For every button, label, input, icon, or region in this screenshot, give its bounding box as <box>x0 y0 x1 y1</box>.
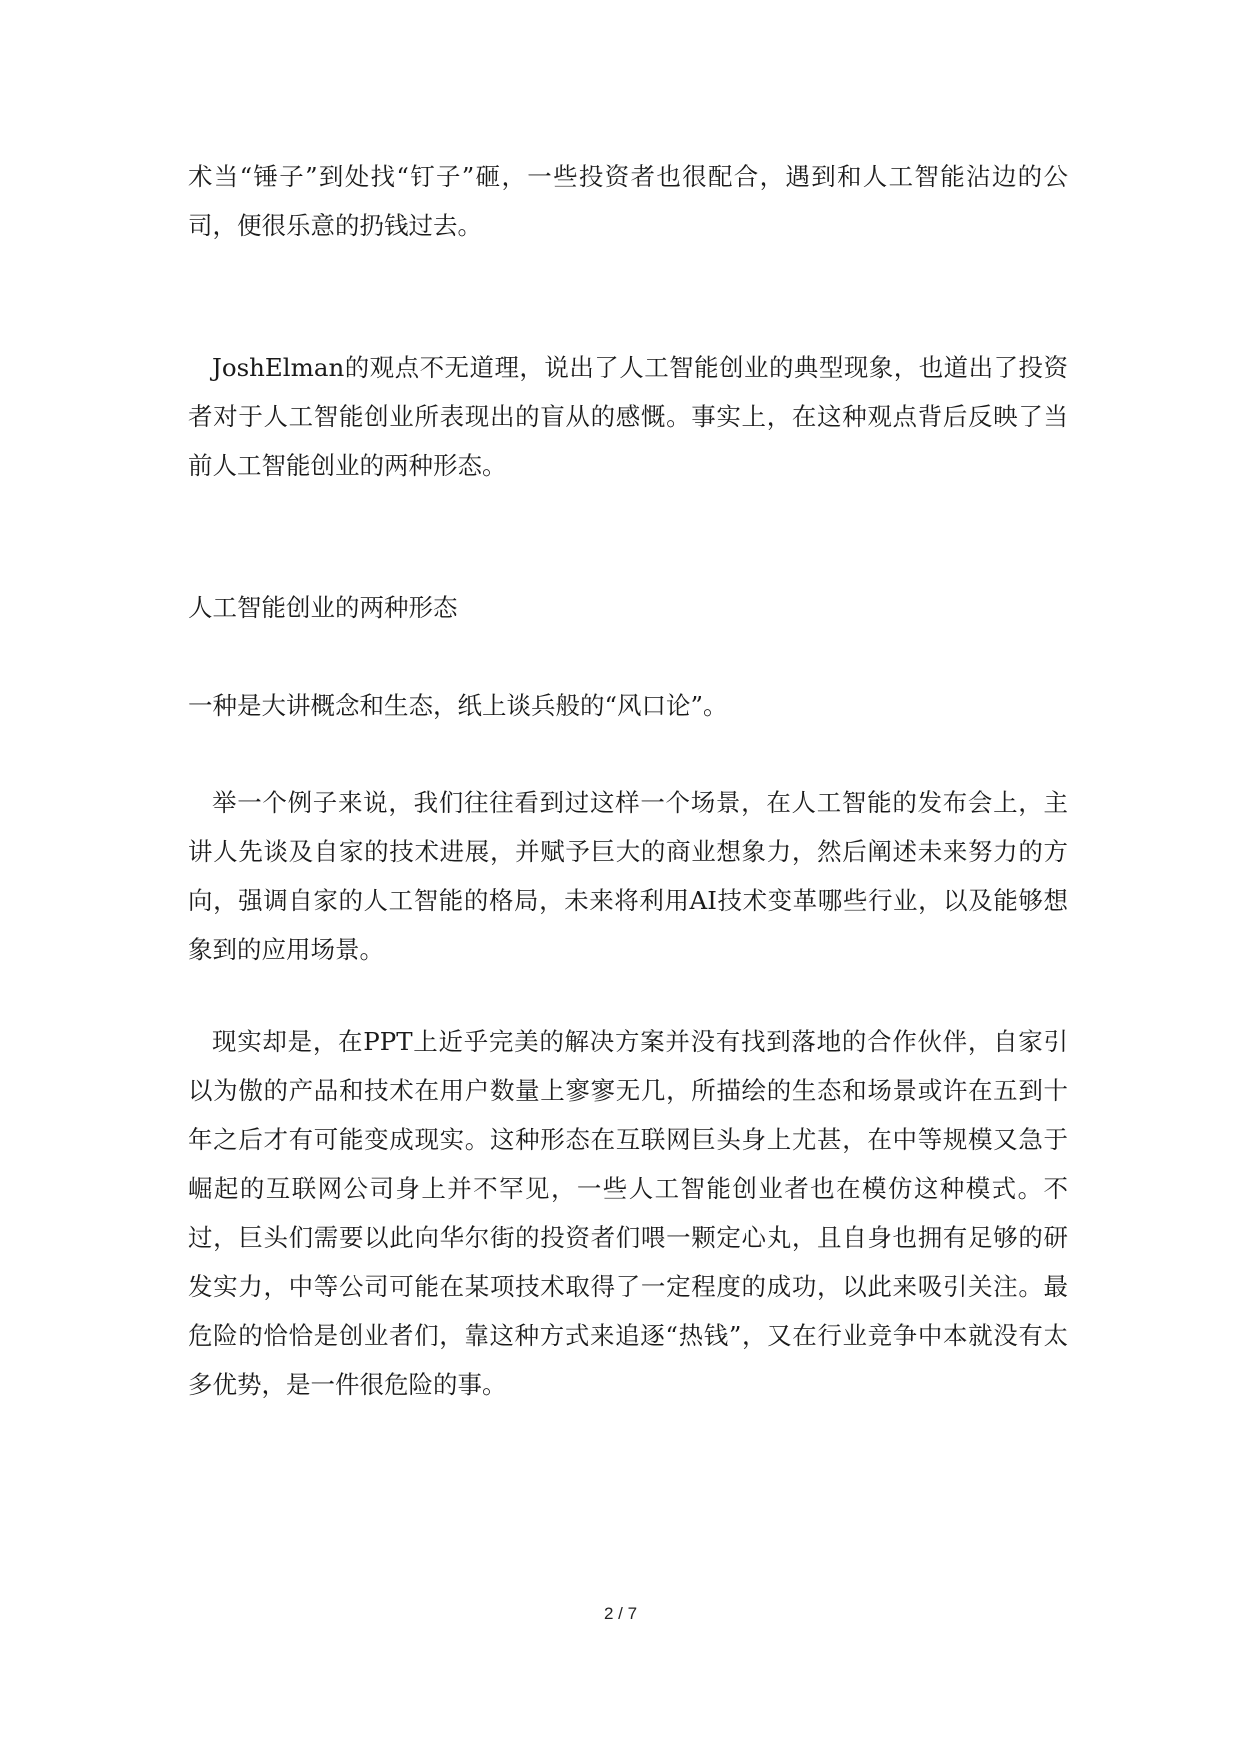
page-number: 2 / 7 <box>603 1604 638 1623</box>
paragraph: 术当“锤子”到处找“钉子”砸，一些投资者也很配合，遇到和人工智能沾边的公司，便很乐意的扔钱过去。 <box>188 162 1068 240</box>
paragraph: JoshElman的观点不无道理，说出了人工智能创业的典型现象，也道出了投资者对于人工智能创业所表现出的盲从的感慨。事实上，在这种观点背后反映了当前人工智能创业的两种形态。 <box>188 353 1068 480</box>
paragraph: 举一个例子来说，我们往往看到过这样一个场景，在人工智能的发布会上，主讲人先谈及自家的技术进展，并赋予巨大的商业想象力，然后阐述未来努力的方向，强调自家的人工智能的格局，未来将利用AI技术变革哪些行业，以及能够想象到的应用场景。 <box>188 788 1068 964</box>
paragraph: 现实却是，在PPT上近乎完美的解决方案并没有找到落地的合作伙伴，自家引以为傲的产品和技术在用户数量上寥寥无几，所描绘的生态和场景或许在五到十年之后才有可能变成现实。这种形态在互联网巨头身上尤甚，在中等规模又急于崛起的互联网公司身上并不罕见，一些人工智能创业者也在模仿这种模式。不过，巨头们需要以此向华尔街的投资者们喂一颗定心丸，且自身也拥有足够的研发实力，中等公司可能在某项技术取得了一定程度的成功，以此来吸引关注。最危险的恰恰是创业者们，靠这种方式来追逐“热钱”，又在行业竞争中本就没有太多优势，是一件很危险的事。 <box>188 1027 1068 1399</box>
paragraph: 一种是大讲概念和生态，纸上谈兵般的“风口论”。 <box>188 691 728 720</box>
section-heading: 人工智能创业的两种形态 <box>188 593 458 622</box>
